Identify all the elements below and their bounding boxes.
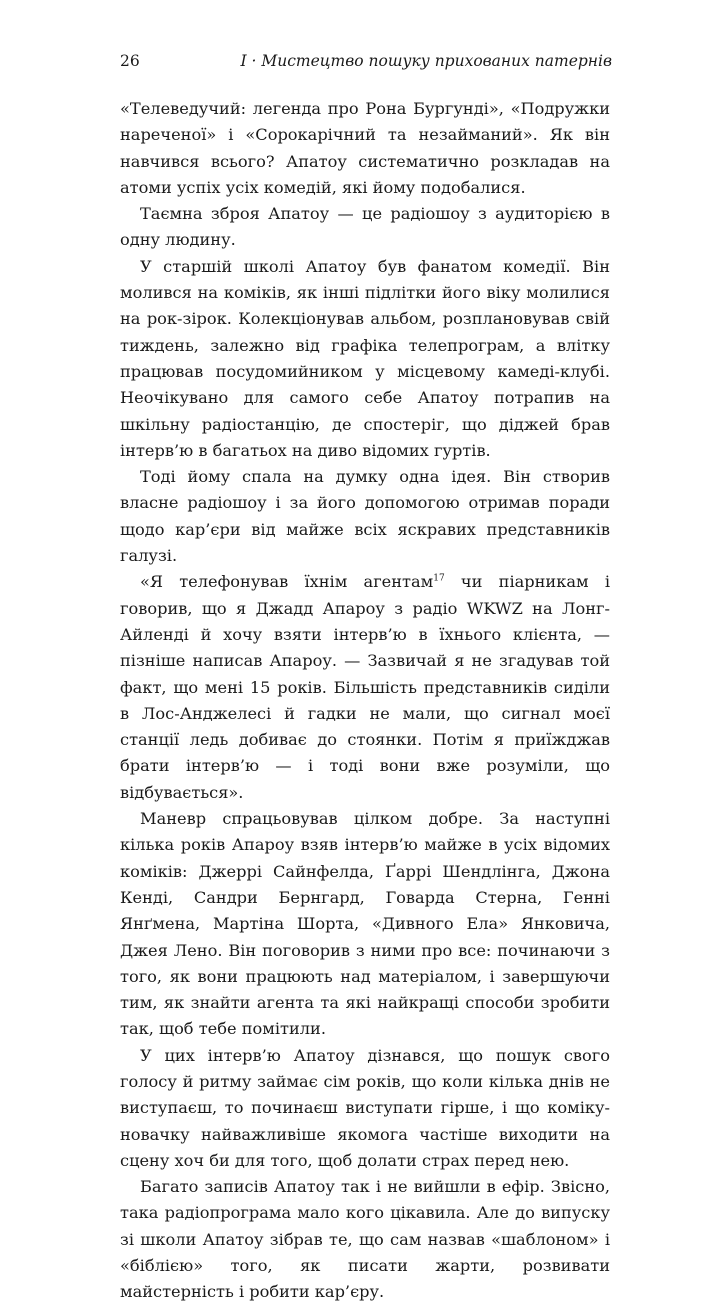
running-header bbox=[120, 52, 612, 74]
section-title: I · Мистецтво пошуку прихованих патернів bbox=[240, 52, 612, 70]
footnote-marker: 17 bbox=[433, 573, 445, 584]
page-number: 26 bbox=[120, 52, 140, 70]
paragraph-text-before: «Я телефонував їхнім агентам bbox=[140, 572, 434, 592]
paragraph: У старшій школі Апатоу був фанатом комедії. Він молився на коміків, як інші підлітки його віку молилися на рок-зірок. Колекціонував альбом, розплановував свій тиждень, залежно від графіка телепрограм, а влітку працював посудомийником у місцевому камеді-клубі. Неочікувано для самого себе Апатоу потрапив на шкільну радіостанцію, де спостеріг, що діджей брав інтерв’ю в багатьох на диво відомих гуртів. bbox=[120, 256, 610, 460]
paragraph: «Телеведучий: легенда про Рона Бургунді», «Подружки нареченої» і «Сорокарічний та незайманий». Як він навчився всього? Апатоу систематично розкладав на атоми успіх усіх комедій, які йому подобалися. bbox=[120, 99, 610, 197]
paragraph: У цих інтерв’ю Апатоу дізнався, що пошук свого голосу й ритму займає сім років, що коли кілька днів не виступаєш, то починаєш виступати гірше, і що коміку-новачку найважливіше якомога частіше виходити на сцену хоч би для того, щоб долати страх перед нею. bbox=[120, 1045, 610, 1170]
paragraph: Таємна зброя Апатоу — це радіошоу з аудиторією в одну людину. bbox=[120, 204, 610, 250]
paragraph-with-footnote bbox=[120, 569, 610, 806]
paragraph: Багато записів Апатоу так і не вийшли в ефір. Звісно, така радіопрограма мало кого цікавила. Але до випуску зі школи Апатоу зібрав те, що сам назвав «шаблоном» і «біблією» того, як писати жарти, розвивати майстерність і робити кар’єру. bbox=[120, 1177, 610, 1302]
paragraph-text-after: чи піарникам і говорив, що я Джадд Апароу з радіо WKWZ на Лонг-Айленді й хочу взяти інтерв’ю в їхнього клієнта, — пізніше написав Апароу. — Зазвичай я не згадував той факт, що мені 15 років. Більшість представників сиділи в Лос-Анджелесі й гадки не мали, що сигнал моєї станції ледь добиває до стоянки. Потім я приїжджав брати інтерв’ю — і тоді вони вже розуміли, що відбувається». bbox=[120, 572, 610, 802]
paragraph: Маневр спрацьовував цілком добре. За наступні кілька років Апароу взяв інтерв’ю майже в усіх відомих коміків: Джеррі Сайнфелда, Ґаррі Шендлінга, Джона Кенді, Сандри Бернгард, Говарда Стерна, Генні Янґмена, Мартіна Шорта, «Дивного Ела» Янковича, Джея Лено. Він поговорив з ними про все: починаючи з того, як вони працюють над матеріалом, і завершуючи тим, як знайти агента та які найкращі способи зробити так, щоб тебе помітили. bbox=[120, 809, 610, 1039]
paragraph: Тоді йому спала на думку одна ідея. Він створив власне радіошоу і за його допомогою отримав поради щодо кар’єри від майже всіх яскравих представників галузі. bbox=[120, 467, 610, 566]
body-text bbox=[120, 96, 610, 1306]
